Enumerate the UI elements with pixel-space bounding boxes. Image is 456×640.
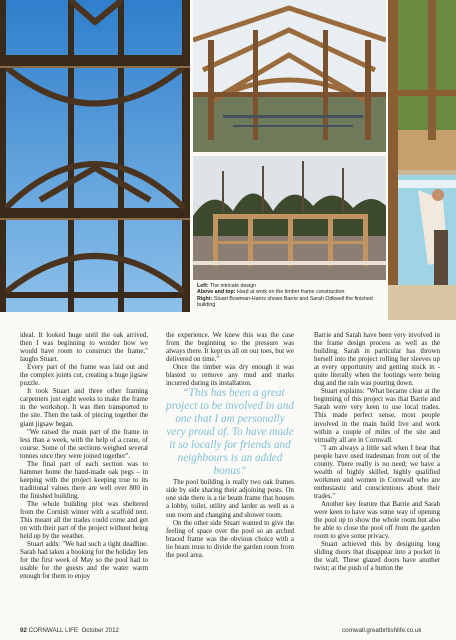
- paragraph: The pool building is really two oak frames side by side sharing their adjoining posts. On one side there is a tie beam frame that houses a lobby, toilet, utility and larder as well as a sun room and changing and shower room.: [166, 478, 294, 519]
- paragraph: the experience. We knew this was the case from the beginning so the pressure was always there. It kept us all on our toes, but we delivered on time.": [166, 331, 294, 364]
- paragraph: The whole building plot was sheltered from the Cornish winter with a scaffold tent. This meant all the trades could come and get on with their part of the project without being held up by the weather.: [20, 499, 148, 541]
- paragraph: Once the timber was dry enough it was blasted to remove any mud and marks incurred during its installation.: [166, 363, 294, 388]
- paragraph: "We raised the main part of the frame in less than a week, with the help of a crane, of course. Some of the sections weighed several tonnes once they were joined together".: [20, 427, 148, 460]
- magazine-name: CORNWALL LIFE: [28, 627, 79, 634]
- pull-quote: “This has been a great project to be involved in and one that I am personally very proud of. To have made it so locally for friends and neighbours is an added bonus”: [166, 387, 294, 478]
- frame-construction-photo: [193, 0, 386, 152]
- issue-date: October 2012: [81, 627, 119, 634]
- article-column-2: [166, 331, 294, 559]
- paragraph: Another key feature that Barrie and Sarah were keen to have was some way of opening the pool up to show the whole room but also be able to close the pool off from the garden room to give some privacy.: [314, 499, 440, 541]
- paragraph: Stuart explains: "What became clear at the beginning of this project was that Barrie and Sarah were very keen to use local trades. This made perfect sense, most people involved in the main build live and work within a couple of miles of the site and virtually all are in Cornwall.: [314, 387, 440, 444]
- paragraph: Stuart adds: "We had such a tight deadline. Sarah had taken a booking for the holiday lets for the first week of May so the pool had to usable for the guests and the water warm enough for them to enjoy: [20, 540, 148, 581]
- paragraph: "I am always a little sad when I hear that people have used tradesman from out of the county. There really is no need; we have a wealth of highly skilled, highly qualified workmen and women in Cornwall who are enthusiastic and conscientious about their trades.": [314, 443, 440, 500]
- website-url: cornwall.greatbritishlife.co.uk: [342, 627, 422, 634]
- caption-left-text: The intricate design: [209, 283, 257, 289]
- page-footer-left: [20, 627, 119, 634]
- paragraph: The final part of each section was to hammer home the hand-made oak pegs – in keeping with the project keeping true to its traditional values there are well over 800 in the finished building.: [20, 459, 148, 500]
- paragraph: ideal. It looked huge until the oak arrived, then I was beginning to wonder how we would have room to construct the frame," laughs Stuart.: [20, 331, 148, 364]
- paragraph: Every part of the frame was laid out and the complex joints cut, creating a huge jigsaw puzzle.: [20, 363, 148, 388]
- article-column-3: [314, 331, 440, 572]
- caption-right-text: Stuart Bowman-Harris shows Barrie and Sarah Odkwell the finished building: [197, 295, 373, 309]
- timber-frame-photo: [0, 0, 190, 312]
- paragraph: It took Stuart and three other framing carpenters just eight weeks to make the frame in the workshop. It was then transported to the site. Then the task of piecing together the giant jigsaw began.: [20, 387, 148, 428]
- caption-right-label: Right:: [197, 295, 213, 302]
- construction-site-photo: [193, 156, 386, 280]
- paragraph: Stuart achieved this by designing long sliding doors that disappear into a pocket in the wall. These glazed doors have another twist; at the push of a button the: [314, 540, 440, 573]
- caption-above-label: Above and top:: [197, 289, 236, 296]
- caption-above-text: Hard at work on the timber frame construction: [237, 289, 345, 296]
- caption-right: [197, 296, 385, 309]
- caption-left-label: Left:: [197, 283, 209, 289]
- paragraph: Barrie and Sarah have been very involved in the frame design process as well as the building. Sarah in particular has thrown herself into the project rolling her sleeves up at every opportunity and getting stuck in - quite literally when the footings were being dug and the rain was pouring down.: [314, 331, 440, 388]
- paragraph: On the other side Stuart wanted to give the feeling of space over the pool so an arched braced frame was the obvious choice with a tie beam truss to divide the garden room from the pool area.: [166, 518, 294, 559]
- page-number: 92: [20, 627, 27, 634]
- photo-caption: [197, 283, 385, 309]
- article-column-1: [20, 331, 148, 580]
- finished-building-photo: [388, 0, 456, 320]
